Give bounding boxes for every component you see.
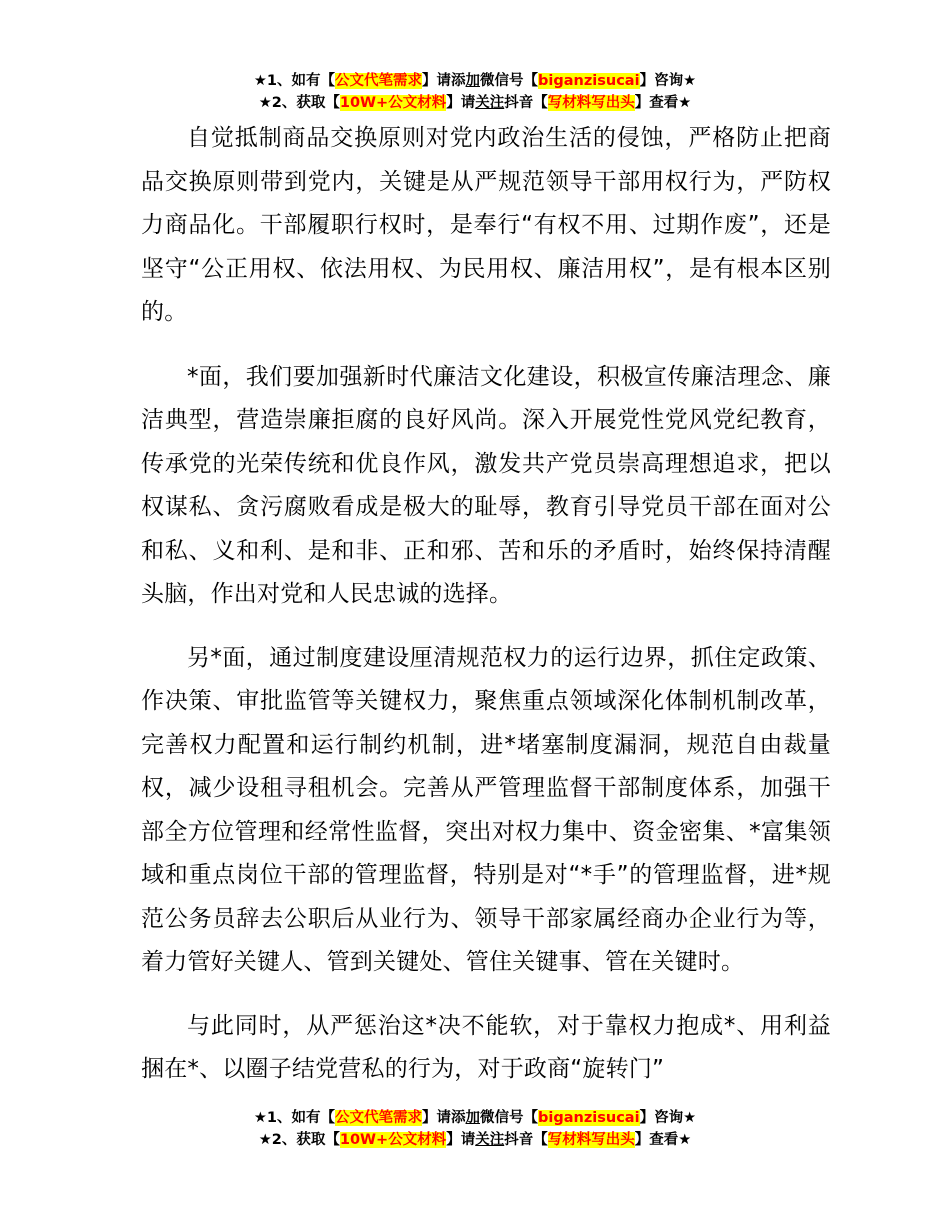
footer-line-2-underlined: 关注	[475, 1132, 505, 1148]
header-line-2-underlined: 关注	[475, 95, 505, 111]
footer-line-2-prefix: ★2、获取【	[258, 1132, 340, 1148]
paragraph-3: 另*面，通过制度建设厘清规范权力的运行边界，抓住定政策、作决策、审批监管等关键权力，聚焦重点领域深化体制机制改革，完善权力配置和运行制约机制，进*堵塞制度漏洞，规范自由裁量权，减少设租寻租机会。完善从严管理监督干部制度体系，加强干部全方位管理和经常性监督，突出对权力集中、资金密集、*富集领域和重点岗位干部的管理监督，特别是对“*手”的管理监督，进*规范公务员辞去公职后从业行为、领导干部家属经商办企业行为等，着力管好关键人、管到关键处、管住关键事、管在关键时。	[141, 644, 831, 975]
header-wechat-id-highlight[interactable]: biganzisucai	[538, 73, 640, 89]
header-line-2-mid: 】请	[446, 95, 476, 111]
header-line-1-prefix: ★1、如有【	[253, 73, 336, 89]
header-line-1	[0, 70, 950, 92]
footer-line-1-mid2: 微信号【	[480, 1110, 539, 1126]
header-douyin-highlight[interactable]: 写材料写出头	[547, 95, 635, 111]
footer-wechat-id-highlight[interactable]: biganzisucai	[538, 1110, 640, 1126]
header-line-2	[0, 92, 950, 114]
header-line-2-mid2: 抖音【	[504, 95, 548, 111]
document-body	[141, 117, 831, 1092]
paragraph-1: 自觉抵制商品交换原则对党内政治生活的侵蚀，严格防止把商品交换原则带到党内，关键是从严规范领导干部用权行为，严防权力商品化。干部履职行权时，是奉行“有权不用、过期作废”，还是坚守“公正用权、依法用权、为民用权、廉洁用权”，是有根本区别的。	[141, 125, 831, 325]
header-banner	[0, 70, 950, 114]
footer-line-1-underlined: 加	[465, 1110, 481, 1126]
footer-douyin-highlight[interactable]: 写材料写出头	[547, 1132, 635, 1148]
footer-ghostwriting-highlight: 公文代笔需求	[335, 1110, 423, 1126]
footer-line-2-mid: 】请	[446, 1132, 476, 1148]
footer-line-2-mid2: 抖音【	[504, 1132, 548, 1148]
footer-line-1-mid: 】请添	[422, 1110, 466, 1126]
header-line-1-mid: 】请添	[422, 73, 466, 89]
footer-line-1	[0, 1107, 950, 1129]
footer-line-2	[0, 1129, 950, 1151]
footer-line-1-prefix: ★1、如有【	[253, 1110, 336, 1126]
header-ghostwriting-highlight: 公文代笔需求	[335, 73, 423, 89]
footer-line-2-suffix: 】查看★	[634, 1132, 692, 1148]
header-materials-highlight: 10W+公文材料	[339, 95, 447, 111]
footer-banner	[0, 1107, 950, 1151]
header-line-1-suffix: 】咨询★	[639, 73, 697, 89]
paragraph-4: 与此同时，从严惩治这*决不能软，对于靠权力抱成*、用利益捆在*、以圈子结党营私的行为，对于政商“旋转门”	[141, 1012, 831, 1082]
footer-line-1-suffix: 】咨询★	[639, 1110, 697, 1126]
paragraph-2: *面，我们要加强新时代廉洁文化建设，积极宣传廉洁理念、廉洁典型，营造崇廉拒腐的良好风尚。深入开展党性党风党纪教育，传承党的光荣传统和优良作风，激发共产党员崇高理想追求，把以权谋私、贪污腐败看成是极大的耻辱，教育引导党员干部在面对公和私、义和利、是和非、正和邪、苦和乐的矛盾时，始终保持清醒头脑，作出对党和人民忠诚的选择。	[141, 363, 831, 607]
header-line-2-suffix: 】查看★	[634, 95, 692, 111]
header-line-1-mid2: 微信号【	[480, 73, 539, 89]
header-line-2-prefix: ★2、获取【	[258, 95, 340, 111]
footer-materials-highlight: 10W+公文材料	[339, 1132, 447, 1148]
header-line-1-underlined: 加	[465, 73, 481, 89]
